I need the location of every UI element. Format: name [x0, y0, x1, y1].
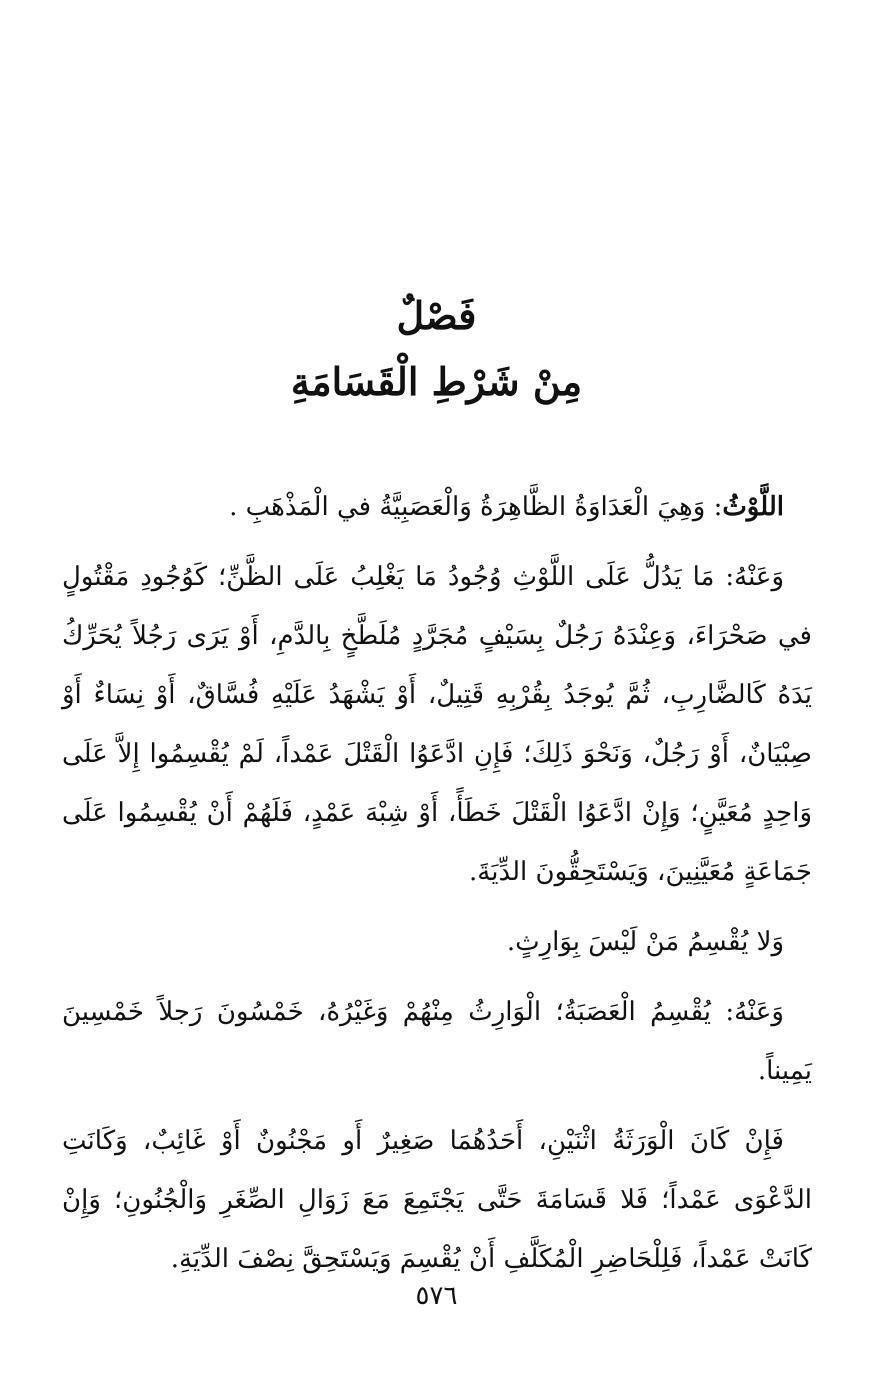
paragraph-5: فَإِنْ كَانَ الْوَرَثَةُ اثْنَيْنِ، أَحَدُهُمَا صَغِيرٌ أَو مَجْنُونٌ أَوْ غَائِبٌ، وَكَانَتِ الدَّعْوَى عَمْداً؛ فَلا قَسَامَةَ حَتَّى يَجْتَمِعَ مَعَ زَوَالِ الصِّغَرِ وَالْجُنُونِ؛ وَإِنْ كَانَتْ عَمْداً، فَلِلْحَاضِرِ الْمُكَلَّفِ أَنْ يُقْسِمَ وَيَسْتَحِقَّ نِصْفَ الدِّيَةِ.	[62, 1126, 812, 1274]
body-text	[62, 478, 812, 1300]
paragraph-2: وَعَنْهُ: مَا يَدُلُّ عَلَى اللَّوْثِ وُجُودُ مَا يَغْلِبُ عَلَى الظَّنِّ؛ كَوُجُودِ مَقْتُولٍ في صَحْرَاءَ، وَعِنْدَهُ رَجُلٌ بِسَيْفٍ مُجَرَّدٍ مُلَطَّخٍ بِالدَّمِ، أَوْ يَرَى رَجُلاً يُحَرِّكُ يَدَهُ كَالضَّارِبِ، ثُمَّ يُوجَدُ بِقُرْبِهِ قَتِيلٌ، أَوْ يَشْهَدُ عَلَيْهِ فُسَّاقٌ، أَوْ نِسَاءٌ أَوْ صِبْيَانٌ، أَوْ رَجُلٌ، وَنَحْوَ ذَلِكَ؛ فَإِنِ ادَّعَوُا الْقَتْلَ عَمْداً، لَمْ يُقْسِمُوا إِلاَّ عَلَى وَاحِدٍ مُعَيَّنٍ؛ وَإِنْ ادَّعَوُا الْقَتْلَ خَطَأً، أَوْ شِبْهَ عَمْدٍ، فَلَهُمْ أَنْ يُقْسِمُوا عَلَى جَمَاعَةٍ مُعَيَّنِينَ، وَيَسْتَحِقُّونَ الدِّيَةَ.	[62, 562, 812, 887]
paragraph-1	[62, 478, 812, 537]
paragraph-3: وَلا يُقْسِمُ مَنْ لَيْسَ بِوَارِثٍ.	[506, 927, 784, 957]
section-title: فَصْلٌ	[396, 293, 477, 338]
page-number: ٥٧٦	[415, 1281, 458, 1311]
paragraph-4: وَعَنْهُ: يُقْسِمُ الْعَصَبَةُ؛ الْوَارِثُ مِنْهُمْ وَغَيْرُهُ، خَمْسُونَ رَجلاً خَمْسِينَ يَمِيناً.	[62, 997, 812, 1086]
definition-text: : وَهِيَ الْعَدَاوَةُ الظَّاهِرَةُ وَالْعَصَبِيَّةُ في الْمَذْهَبِ .	[229, 492, 723, 522]
defined-term: اللَّوْثُ	[722, 492, 784, 522]
section-subtitle: مِنْ شَرْطِ الْقَسَامَةِ	[290, 359, 583, 404]
